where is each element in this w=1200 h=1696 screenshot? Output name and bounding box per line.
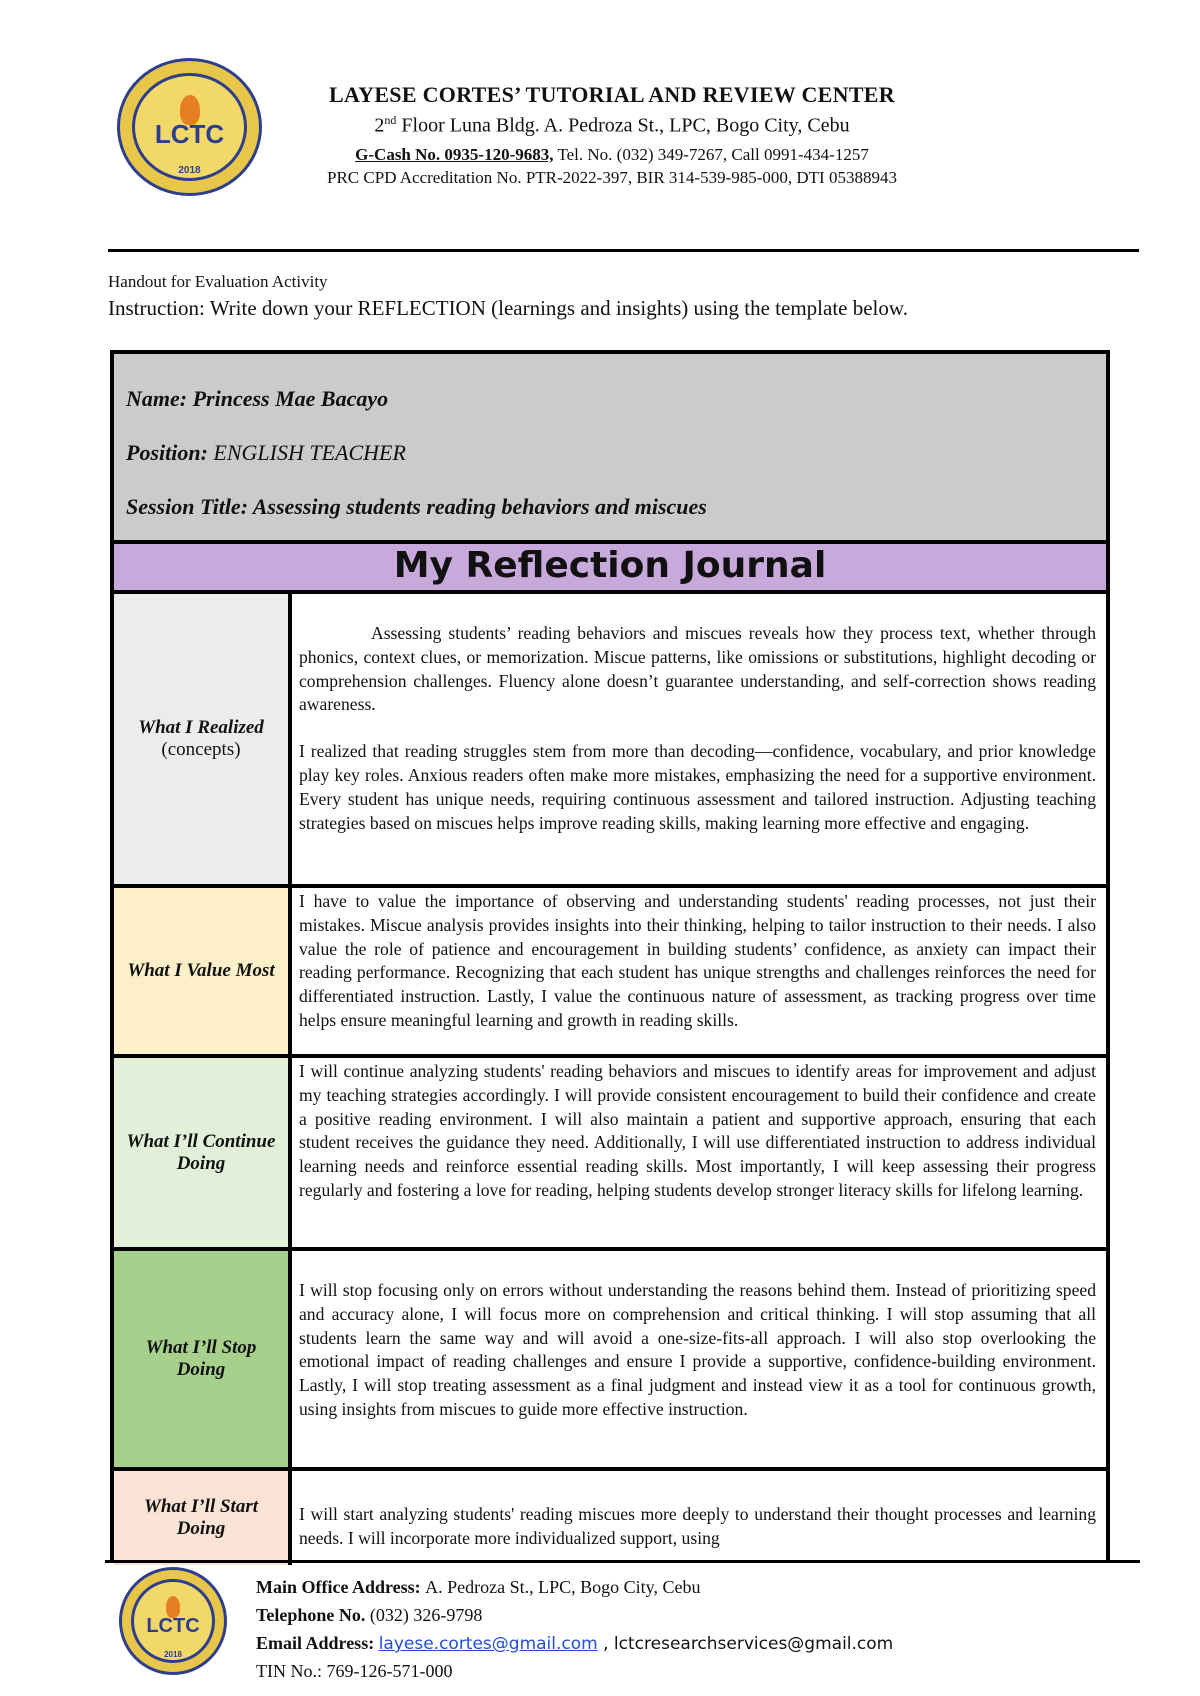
row-label: What I’ll Continue Doing — [114, 1058, 292, 1247]
participant-position: Position: ENGLISH TEACHER — [126, 440, 406, 465]
footer-logo — [119, 1567, 227, 1675]
gcash-number: G-Cash No. 0935-120-9683, — [355, 145, 554, 164]
center-logo — [117, 58, 262, 196]
reflection-table — [110, 350, 1110, 1561]
center-contact: G-Cash No. 0935-120-9683, Tel. No. (032) 349-7267, Call 0991-434-1257 — [355, 145, 869, 164]
journal-title: My Reflection Journal — [114, 544, 1106, 594]
center-accreditation: PRC CPD Accreditation No. PTR-2022-397, BIR 314-539-985-000, DTI 05388943 — [327, 168, 897, 187]
footer-email: Email Address: layese.cortes@gmail.com , lctcresearchservices@gmail.com — [256, 1633, 894, 1654]
row-label: What I Value Most — [114, 888, 292, 1054]
logo-year: 2018 — [164, 1650, 182, 1659]
row-what-i-value-most — [114, 888, 1106, 1058]
row-text: Assessing students’ reading behaviors and miscues reveals how they process text, whether through phonics, context clues, or memorization. Miscue patterns, like omissions or substitutions, highlight decoding or comprehension challenges. Fluency alone doesn’t guarantee understanding, and self-correction shows reading awareness. I realized that reading struggles stem from more than decoding—confidence, vocabulary, and prior knowledge play key roles. Anxious readers often make more mistakes, emphasizing the need for a supportive environment. Every student has unique needs, requiring continuous assessment and tailored instruction. Adjusting teaching strategies based on miscues helps improve reading skills, making learning more effective and engaging. — [299, 623, 1096, 833]
logo-monogram: LCTC — [154, 119, 225, 150]
footer-divider — [105, 1560, 1140, 1563]
footer-office-address: Main Office Address: A. Pedroza St., LPC, Bogo City, Cebu — [256, 1577, 701, 1597]
row-what-ill-continue-doing — [114, 1058, 1106, 1251]
row-text: I will continue analyzing students' reading behaviors and miscues to identify areas for improvement and adjust my teaching strategies accordingly. I will provide consistent encouragement to build their confidence and create a positive reading environment. I will also maintain a patient and supportive approach, ensuring that each student receives the guidance they need. Additionally, I will use differentiated instruction to address individual learning needs and reinforce essential reading skills. Most importantly, I will keep assessing their progress regularly and fostering a love for reading, helping students develop stronger literacy skills for lifelong learning. — [299, 1061, 1096, 1200]
row-what-ill-stop-doing — [114, 1251, 1106, 1471]
logo-monogram: LCTC — [146, 1614, 200, 1637]
center-name: LAYESE CORTES’ TUTORIAL AND REVIEW CENTER — [329, 82, 895, 107]
row-what-ill-start-doing — [114, 1471, 1106, 1565]
header-divider — [108, 249, 1139, 252]
footer-telephone: Telephone No. (032) 326-9798 — [256, 1605, 483, 1625]
center-address: 2nd Floor Luna Bldg. A. Pedroza St., LPC, Bogo City, Cebu — [374, 113, 850, 137]
email-link[interactable]: layese.cortes@gmail.com — [378, 1634, 598, 1654]
handout-title: Handout for Evaluation Activity — [108, 272, 328, 291]
instruction-text: Instruction: Write down your REFLECTION (learnings and insights) using the template below. — [108, 296, 908, 320]
row-text: I will start analyzing students' reading miscues more deeply to understand their thought processes and learning needs. I will incorporate more individualized support, using — [299, 1504, 1096, 1548]
row-what-i-realized — [114, 594, 1106, 888]
row-text: I will stop focusing only on errors without understanding the reasons behind them. Instead of prioritizing speed and accuracy alone, I will focus more on comprehension and critical thinking. I will stop assuming that all students learn the same way and will avoid a one-size-fits-all approach. I will also stop overlooking the emotional impact of reading challenges and ensure I provide a supportive, confidence-building environment. Lastly, I will stop treating assessment as a final judgment and instead view it as a tool for continuous growth, using insights from miscues to guide more effective instruction. — [299, 1280, 1096, 1419]
row-label: What I’ll Stop Doing — [114, 1251, 292, 1467]
footer-tin: TIN No.: 769-126-571-000 — [256, 1661, 453, 1681]
row-text: I have to value the importance of observing and understanding students' reading processes, not just their mistakes. Miscue analysis provides insights into their thinking, helping to tailor instruction to their needs. I also value the role of patience and encouragement in building students’ confidence, as anxiety can impact their reading performance. Recognizing that each student has unique strengths and challenges reinforces the need for differentiated instruction. Lastly, I value the continuous nature of assessment, as tracking progress over time helps ensure meaningful learning and growth in reading skills. — [299, 891, 1096, 1030]
participant-info — [114, 354, 1106, 544]
row-label: What I’ll Start Doing — [114, 1471, 292, 1565]
logo-year: 2018 — [178, 165, 201, 176]
participant-name: Name: Princess Mae Bacayo — [126, 386, 389, 411]
session-title: Session Title: Assessing students reading behaviors and miscues — [126, 494, 707, 519]
row-label: What I Realized (concepts) — [114, 594, 292, 884]
